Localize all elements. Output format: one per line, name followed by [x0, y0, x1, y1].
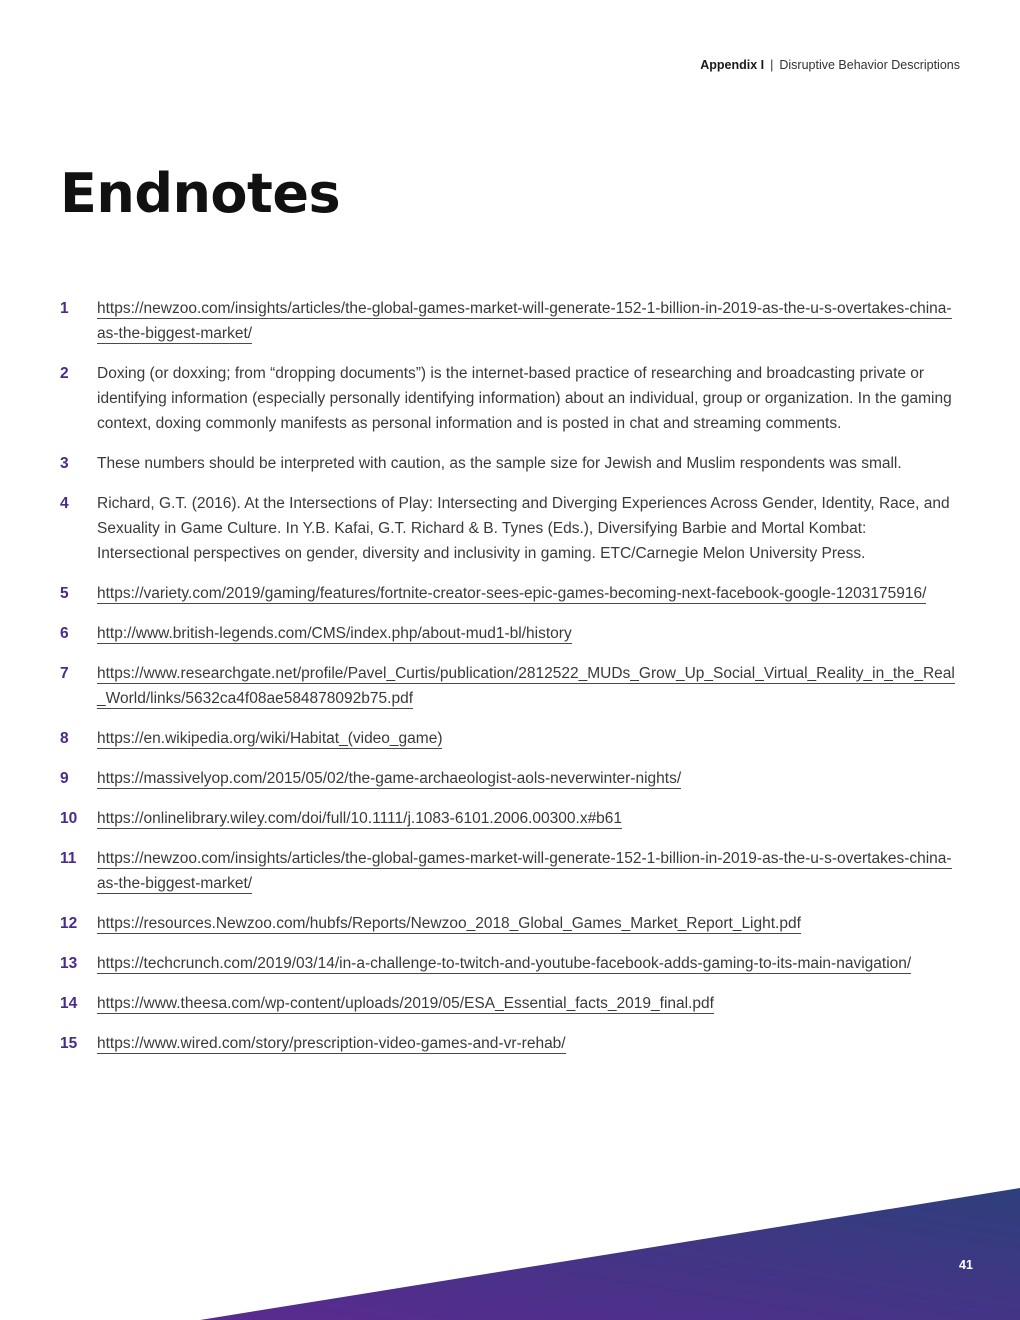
header-section-title: Disruptive Behavior Descriptions	[779, 58, 960, 72]
endnote-text: Doxing (or doxxing; from “dropping documents”) is the internet-based practice of researching and broadcasting private or identifying information (especially personally identifying information) about an individual, group or organization. In the gaming context, doxing commonly manifests as personal information and is posted in chat and streaming comments.	[97, 365, 952, 432]
header-separator: |	[770, 58, 774, 72]
endnote-link[interactable]: https://www.researchgate.net/profile/Pavel_Curtis/publication/2812522_MUDs_Grow_Up_Social_Virtual_Reality_in_the_Real_World/links/5632ca4f08ae584878092b75.pdf	[97, 665, 955, 707]
endnote-link[interactable]: https://www.theesa.com/wp-content/uploads/2019/05/ESA_Essential_facts_2019_final.pdf	[97, 995, 714, 1012]
endnote-link[interactable]: https://variety.com/2019/gaming/features/fortnite-creator-sees-epic-games-becoming-next-facebook-google-1203175916/	[97, 585, 927, 602]
endnote-number: 7	[60, 665, 69, 682]
endnote-number: 5	[60, 585, 69, 602]
endnote-number: 14	[60, 995, 78, 1012]
endnote-text: These numbers should be interpreted with caution, as the sample size for Jewish and Muslim respondents was small.	[97, 455, 902, 472]
endnote-number: 3	[60, 455, 69, 472]
page-number: 41	[959, 1258, 973, 1272]
endnote-link[interactable]: https://newzoo.com/insights/articles/the-global-games-market-will-generate-152-1-billion-in-2019-as-the-u-s-overtakes-china-as-the-biggest-market/	[97, 850, 952, 892]
endnote-number: 9	[60, 770, 69, 787]
endnote-link[interactable]: https://techcrunch.com/2019/03/14/in-a-challenge-to-twitch-and-youtube-facebook-adds-gaming-to-its-main-navigation/	[97, 955, 912, 972]
footer-wedge-shape	[200, 1188, 1020, 1320]
endnote-number: 4	[60, 495, 69, 512]
endnote-number: 1	[60, 300, 69, 317]
endnote-link[interactable]: https://resources.Newzoo.com/hubfs/Reports/Newzoo_2018_Global_Games_Market_Report_Light.pdf	[97, 915, 801, 932]
endnote-number: 2	[60, 365, 69, 382]
endnote-number: 11	[60, 850, 77, 867]
endnote-link[interactable]: https://massivelyop.com/2015/05/02/the-game-archaeologist-aols-neverwinter-nights/	[97, 770, 682, 787]
endnote-number: 13	[60, 955, 78, 972]
endnote-number: 12	[60, 915, 78, 932]
header-appendix-label: Appendix I	[700, 58, 765, 72]
endnote-number: 6	[60, 625, 69, 642]
endnote-link[interactable]: https://www.wired.com/story/prescription-video-games-and-vr-rehab/	[97, 1035, 566, 1052]
page-title: Endnotes	[60, 162, 341, 225]
endnote-number: 8	[60, 730, 69, 747]
endnote-number: 10	[60, 810, 78, 827]
endnote-link[interactable]: https://en.wikipedia.org/wiki/Habitat_(video_game)	[97, 730, 443, 747]
endnote-number: 15	[60, 1035, 78, 1052]
endnote-text: Richard, G.T. (2016). At the Intersections of Play: Intersecting and Diverging Experiences Across Gender, Identity, Race, and Sexuality in Game Culture. In Y.B. Kafai, G.T. Richard & B. Tynes (Eds.), Diversifying Barbie and Mortal Kombat: Intersectional perspectives on gender, diversity and inclusivity in gaming. ETC/Carnegie Melon University Press.	[97, 495, 950, 562]
endnote-link[interactable]: http://www.british-legends.com/CMS/index.php/about-mud1-bl/history	[97, 625, 572, 642]
endnote-link[interactable]: https://onlinelibrary.wiley.com/doi/full/10.1111/j.1083-6101.2006.00300.x#b61	[97, 810, 623, 827]
endnote-link[interactable]: https://newzoo.com/insights/articles/the-global-games-market-will-generate-152-1-billion-in-2019-as-the-u-s-overtakes-china-as-the-biggest-market/	[97, 300, 952, 342]
